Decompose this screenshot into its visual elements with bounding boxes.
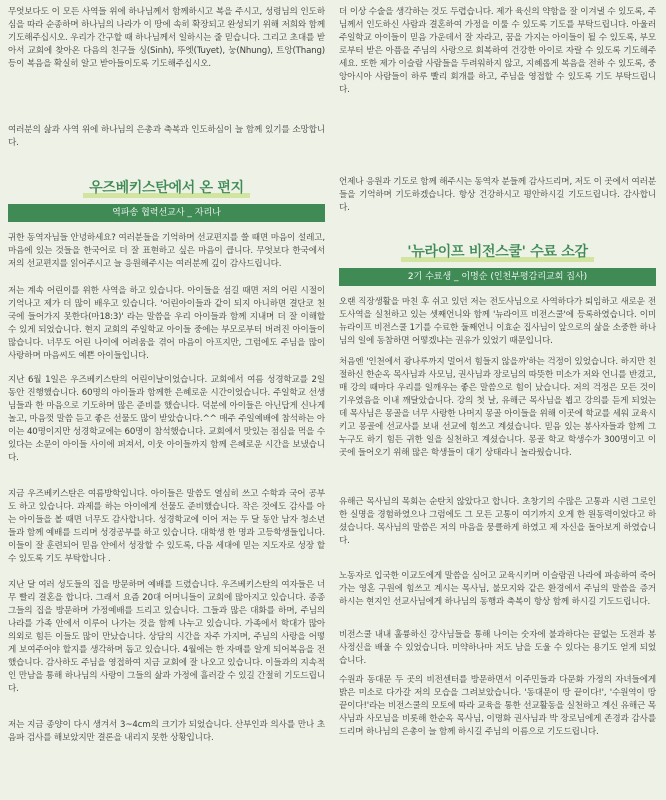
article-title: 우즈베키스탄에서 온 편지 [83, 177, 250, 197]
author-byline-bar: 2기 수료생 _ 이명순 (인천부평감리교회 집사) [339, 268, 656, 286]
body-paragraph: 비전스쿨 내내 훌륭하신 강사님들을 통해 나이는 숫자에 불과하다는 끝없는 도전과 봉사정신을 배울 수 있었습니다. 미약하나마 저도 남을 도울 수 있다는 용기도 얻게 되었습니다. [339, 630, 656, 666]
author-byline-bar: 역파송 협력선교사 _ 자리나 [8, 204, 325, 222]
body-paragraph: 언제나 응원과 기도로 함께 해주시는 동역자 분들께 감사드리며, 저도 이 곳에서 여러분들을 기억하며 기도하겠습니다. 항상 건강하시고 평안하시길 기도드립니다. 감사합니다. [339, 177, 656, 213]
body-paragraph: 수원과 동대문 두 곳의 비전센터를 방문하면서 이주민들과 다문화 가정의 자녀들에게 밝은 미소로 다가갈 저의 모습을 그려보았습니다. '동대문이 땅 끝이다!', '수원역이 땅 끝이다!'라는 비전스쿨의 모토에 따라 교육을 통한 선교활동을 실천하고 계신 유해근 목사님과 사모님을 비롯해 한순옥 목사님, 이명화 권사님과 박 장로님에게 존경과 감사를 드리며 하나님의 은총이 늘 함께 하시길 주님의 이름으로 기도드립니다. [339, 675, 656, 737]
article-title-wrap [339, 241, 656, 261]
body-paragraph: 무엇보다도 이 모든 사역들 위에 하나님께서 함께하시고 복을 주시고, 성령님의 인도하심을 따라 순종하며 하나님의 나라가 이 땅에 속히 확장되고 완성되기 위해 저희와 함께 기도해주십시오. 우리가 간구할 때 하나님께서 일하시는 줄 믿습니다. 그리고 초대를 받아서 교회에 찾아온 다음의 친구들 싱(Sinh), 뚜엣(Tuyet), 눙(Nhung), 트앙(Thang) 등이 복음을 확실히 알고 받아들이도록 기도해주십시오. [8, 7, 325, 69]
body-paragraph: 지난 달 여러 성도들의 집을 방문하며 예배를 드렸습니다. 우즈베키스탄의 여자들은 너무 빨리 결혼을 합니다. 그래서 요즘 20대 어머니들이 교회에 많아지고 있습니다. 종종 그들의 집을 방문하며 가정예배를 드리고 있습니다. 그들과 많은 대화를 하며, 주님의 나라를 가족 안에서 이루어 나가는 것을 함께 나누고 있습니다. 가족에서 학대가 많아 의외로 힘든 이들도 많이 만났습니다. 상담의 시간을 자주 가지며, 주님의 사랑을 어떻게 보여주어야 할지를 생각하며 돕고 있습니다. 4월에는 한 자매를 알게 되어복음을 전했습니다. 감사하도 주님을 영접하여 지금 교회에 잘 나오고 있습니다. 이들과의 지속적인 만남을 통해 하나님의 사랑이 그들의 삶과 가정에 흘러갈 수 있길 간절히 기도드립니다. [8, 580, 325, 694]
body-paragraph: 저는 지금 종양이 다시 생겨서 3~4cm의 크기가 되었습니다. 산부인과 의사를 만나 초음파 검사를 해보았지만 결론을 내리지 못한 상황입니다. [8, 720, 325, 743]
body-paragraph: 지금 우즈베키스탄은 여름방학입니다. 아이들은 말씀도 열심히 쓰고 수학과 국어 공부도 하고 있습니다. 과제를 하는 아이에게 선물도 준비했습니다. 작은 것에도 감사를 아는 아이들을 볼 때면 너무도 감사합니다. 성경학교에 이어 저는 두 달 동안 남자 청소년들과 함께 예배를 드리며 성경공부를 하고 있습니다. 대학생 한 명과 고등학생들입니다. 이들이 잘 훈련되어 믿음 안에서 성장할 수 있도록, 다음 세대에 믿는 지도자로 성장 할 수 있도록 기도 부탁합니다 . [8, 489, 325, 564]
body-paragraph: 유해근 목사님의 목회는 순탄치 않았다고 합니다. 초창기의 수많은 고통과 시련 그로인한 실명을 경험하였으나 그럼에도 그 모든 고통이 여기까지 오게 한 원동력이었다고 하셨습니다. 목사님의 말씀은 저의 마음을 뭉클하게 하였고 제 자신을 돌아보게 하였습니다. [339, 497, 656, 546]
body-paragraph: 귀한 동역자님들 안녕하세요? 여러분들을 기억하며 선교편지를 쓸 때면 마음이 설레고, 마음에 있는 것들을 한국어로 더 잘 표현하고 싶은 마음이 큽니다. 무엇보다 한국에서 저의 선교편지를 읽어주시고 늘 응원해주시는 여러분께 깊이 감사드립니다. [8, 233, 325, 269]
body-paragraph: 오랜 직장생활을 마친 후 쉬고 있던 저는 전도사님으로 사역하다가 퇴임하고 새로운 전도사역을 실천하고 있는 셋째언니와 함께 '뉴라이프 비전스쿨'에 등록하였습니다. 이미 뉴라이프 비전스쿨 1기를 수료한 둘째언니 이효순 집사님이 앞으로의 삶을 소중한 하나님의 일에 동참하면 어떻겠냐는 권유가 있었기 때문입니다. [339, 297, 656, 346]
body-paragraph: 더 이상 수술을 생각하는 것도 두렵습니다. 제가 육신의 약함을 잘 이겨낼 수 있도록, 주님께서 인도하신 사람과 결혼하여 가정을 이룰 수 있도록 기도를 부탁드립니다. 아울러 주일학교 아이들이 믿음 가운데서 잘 자라고, 꿈을 가지는 아이들이 될 수 있도록, 부모로부터 받은 아픔을 주님의 사랑으로 회복하여 건강한 아이로 자랄 수 있도록 기도해주세요. 또한 제가 이슬람 사람들을 두려워하지 않고, 지혜롭게 복음을 전하 수 있도록, 중앙아시아 사람들이 하루 빨리 회개를 하고, 주님을 영접할 수 있도록 기도 부탁드립니다. [339, 7, 656, 95]
body-paragraph: 노동자로 입국한 이교도에게 말씀을 심어고 교육시키며 이슬람권 나라에 파송하여 죽어가는 영혼 구원에 힘쓰고 계시는 목사님, 불모지와 같은 환경에서 주님의 말씀을 증거 하시는 현지인 선교사님에게 하나님의 동행과 축복이 항상 함께 하시길 기도드립니다. [339, 571, 656, 607]
body-paragraph: 저는 계속 어린이를 위한 사역을 하고 있습니다. 아이들을 섬길 때면 저의 어린 시절이 기억나고 제가 더 많이 배우고 있습니다. '어린아이들과 같이 되지 아니하면 결단코 천국에 들어가지 못한다(마18:3)' 라는 말씀을 우리 아이들과 함께 지내며 더 잘 이해할 수 있게 되었습니다. 현지 교회의 주일학교 아이들 중에는 부모로부터 버려진 아이들이 많습니다. 너무도 어린 나이에 어려움을 겪어 마음이 아프지만, 그럼에도 주님을 많이 사랑하며 마음씨도 예쁜 아이들입니다. [8, 286, 325, 361]
article-title: '뉴라이프 비전스쿨' 수료 소감 [401, 241, 593, 261]
body-paragraph: 지난 6월 1일은 우즈베키스탄의 어린이날이었습니다. 교회에서 여름 성경학교를 2일 동안 진행했습니다. 60명의 아이들과 함께한 은혜로운 시간이었습니다. 주일학교 선생님들과 한 마음으로 기도하며 많은 준비를 했습니다. 덕분에 아이들은 아닌답게 신나게 놀고, 마음껏 말씀 듣고 좋은 선물도 많이 받았습니다.^^ 매주 주일예배에 참석하는 아이는 40명이지만 성경학교에는 60명이 참석했습니다. 교회에서 맛있는 점심을 먹을 수 있다는 소문이 아이들 사이에 퍼져서, 이웃 아이들까지 함께 은혜로운 시간을 보냈습니다. [8, 375, 325, 463]
article-title-wrap [8, 177, 325, 197]
body-paragraph: 처음엔 '인천에서 광나루까지 멀어서 힘들지 않을까'하는 걱정이 있었습니다. 하지만 친절하신 한순옥 목사님과 사모님, 권사님과 장로님의 따뜻한 미소가 저와 언니를 반겼고, 매 강의 때마다 우리를 일깨우는 좋은 말씀으로 힘이 났습니다. 저의 걱정은 모든 것이 기우였음을 이내 깨달았습니다. 강의 첫 날, 유해근 목사님을 뵙고 강의를 듣게 되었는데 목사님은 몽골을 너무 사랑한 나머지 몽골 아이들을 위해 이곳에 학교를 세워 교육시키고 몽골에 선교사를 보내 선교에 힘쓰고 계셨습니다. 믿음 있는 봉사자들과 함께 그 누구도 하기 힘든 귀한 일을 실천하고 계셨습니다. 몽골 학교 학생수가 300명이고 이 곳에 들어오기 위해 많은 학생들이 대기 상태라니 놀라웠습니다. [339, 357, 656, 458]
body-paragraph: 여러분의 삶과 사역 위에 하나님의 은총과 축복과 인도하심이 늘 함께 있기를 소망합니다. [8, 125, 325, 148]
